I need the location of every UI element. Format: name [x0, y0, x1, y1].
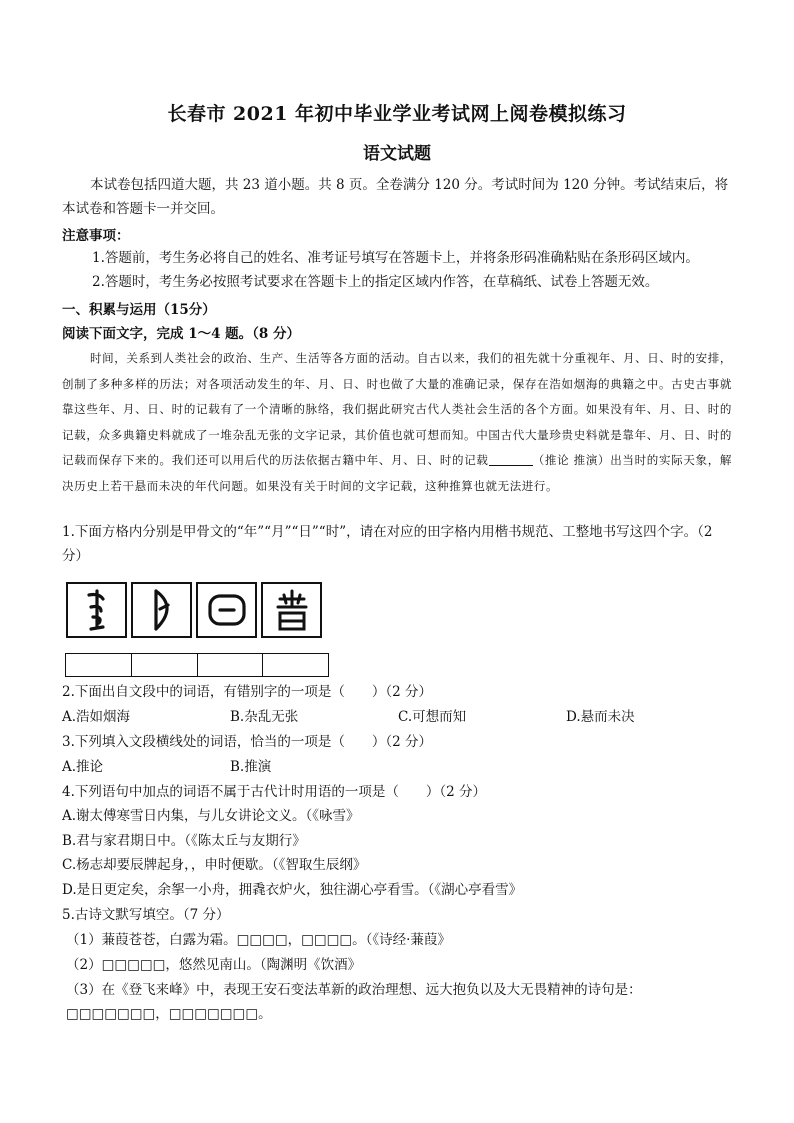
oracle-nian-icon — [77, 587, 117, 633]
option-b[interactable]: B.推演 — [230, 759, 272, 775]
oracle-shi-icon — [270, 587, 314, 633]
exam-title: 长春市 2021 年初中毕业学业考试网上阅卷模拟练习 — [167, 103, 627, 125]
option-c[interactable]: C.杨志却要辰牌起身，，申时便歇。（《智取生辰纲》 — [62, 857, 367, 873]
question-5: 5.古诗文默写填空。（7 分） — [62, 907, 230, 923]
question-2: 2.下面出自文段中的词语，有错别字的一项是（ ）（2 分） — [62, 684, 433, 700]
question-3-options — [62, 755, 742, 779]
oracle-glyph-box — [66, 582, 127, 638]
option-d[interactable]: D.悬而未决 — [566, 709, 635, 725]
oracle-yue-icon — [142, 587, 182, 633]
option-d[interactable]: D.是日更定矣，余挐一小舟，拥毳衣炉火，独往湖心亭看雪。（《湖心亭看雪》 — [62, 882, 523, 898]
fill-item-2: （2）□□□□□，悠然见南山。（陶渊明《饮酒》 — [66, 957, 362, 973]
oracle-glyph-box — [261, 582, 322, 638]
notes-heading: 注意事项： — [62, 228, 130, 244]
oracle-glyph-row — [66, 582, 328, 642]
reading-passage — [62, 346, 732, 500]
writing-cell[interactable] — [263, 654, 328, 676]
question-2-options — [62, 705, 742, 729]
section-heading: 一、积累与运用（15分） — [62, 302, 216, 318]
writing-grid — [65, 653, 329, 677]
option-b[interactable]: B.杂乱无张 — [230, 709, 299, 725]
writing-cell[interactable] — [198, 654, 264, 676]
oracle-ri-icon — [205, 590, 249, 630]
question-4: 4.下列语句中加点的词语不属于古代计时用语的一项是（ ）（2 分） — [62, 784, 487, 800]
writing-cell[interactable] — [66, 654, 132, 676]
passage-blank[interactable] — [489, 451, 533, 466]
question-1: 1.下面方格内分别是甲骨文的“年”“月”“日”“时”，请在对应的田字格内用楷书规范、工整地书写这四个字。（2 分） — [62, 524, 713, 564]
oracle-glyph-box — [131, 582, 192, 638]
fill-item-1: （1）蒹葭苍苍，白露为霜。□□□□，□□□□。（《诗经·蒹葭》 — [66, 932, 451, 948]
writing-cell[interactable] — [132, 654, 198, 676]
option-c[interactable]: C.可想而知 — [398, 709, 467, 725]
note-item-1: 1.答题前，考生务必将自己的姓名、准考证号填写在答题卡上，并将条形码准确粘贴在条形码区域内。 — [92, 250, 699, 266]
option-a[interactable]: A.推论 — [62, 759, 104, 775]
passage-text-1: 时间，关系到人类社会的政治、生产、生活等各方面的活动。自古以来，我们的祖先就十分重视年、月、日、时的安排，创制了多种多样的历法；对各项活动发生的年、月、日、时也做了大量的准确记录，保存在浩如烟海的典籍之中。古史古事就靠这些年、月、日、时的记载有了一个清晰的脉络，我们据此研究古代人类社会生活的各个方面。如果没有年、月、日、时的记载，众多典籍史料就成了一堆杂乱无张的文字记录，其价值也就可想而知。中国古代大量珍贵史料就是靠年、月、日、时的记载而保存下来的。我们还可以用后代的历法依据古籍中年、月、日、时的记载 — [62, 351, 732, 468]
passage-text-2: （推论 推演）出当时的实际天象，解决历史上若干悬而未决的年代问题。如果没有关于时间的文字记载，这种推算也就无法进行。 — [62, 453, 732, 493]
exam-subtitle: 语文试题 — [363, 144, 431, 164]
option-b[interactable]: B.君与家君期日中。（《陈太丘与友期行》 — [62, 833, 306, 849]
note-item-2: 2.答题时，考生务必按照考试要求在答题卡上的指定区域内作答，在草稿纸、试卷上答题无效。 — [92, 274, 659, 290]
oracle-glyph-box — [196, 582, 257, 638]
reading-heading: 阅读下面文字，完成 1～4 题。（8 分） — [62, 326, 301, 342]
fill-item-3: （3）在《登飞来峰》中，表现王安石变法革新的政治理想、远大抱负以及大无畏精神的诗句是：□□□□□□□，□□□□□□□。 — [66, 982, 642, 1022]
option-a[interactable]: A.浩如烟海 — [62, 709, 131, 725]
intro-paragraph: 本试卷包括四道大题，共 23 道小题。共 8 页。全卷满分 120 分。考试时间为 120 分钟。考试结束后，将本试卷和答题卡一并交回。 — [62, 177, 729, 217]
question-3: 3.下列填入文段横线处的词语，恰当的一项是（ ）（2 分） — [62, 734, 433, 750]
option-a[interactable]: A.谢太傅寒雪日内集，与儿女讲论文义。（《咏雪》 — [62, 808, 360, 824]
